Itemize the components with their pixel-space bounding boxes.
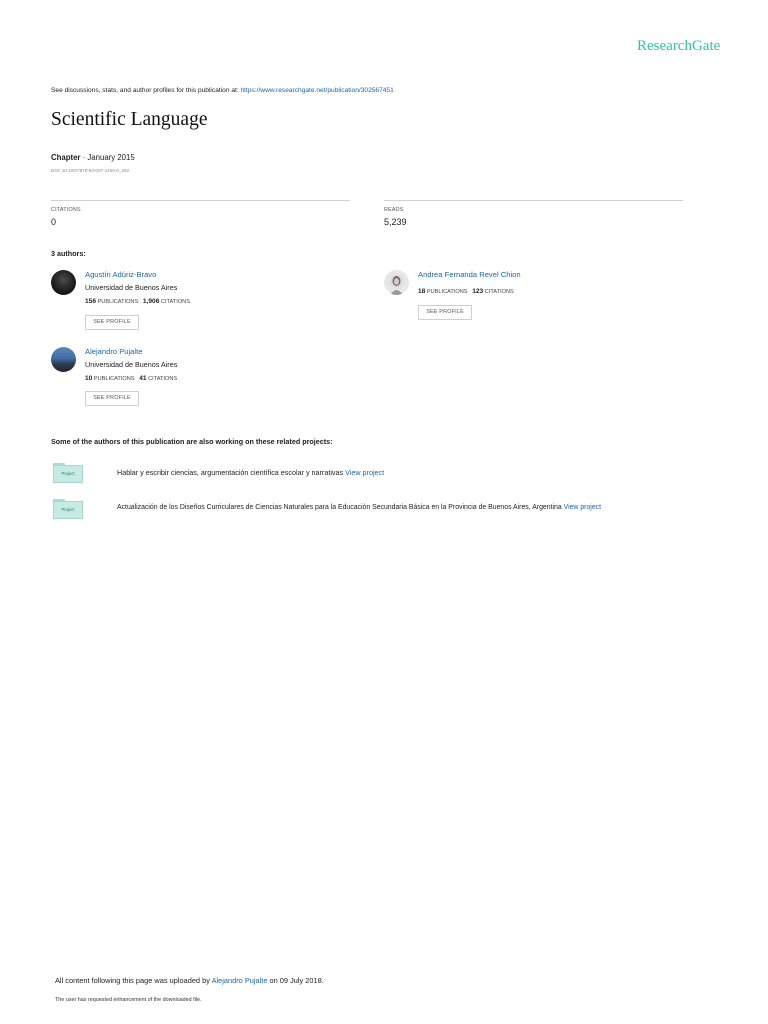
uploaded-date: on 09 July 2018.: [269, 976, 324, 985]
citations-count: 1,906: [142, 298, 160, 305]
citations-label: CITATIONS: [160, 299, 190, 305]
project-icon-label: Project: [53, 465, 83, 483]
citations-label: CITATIONS: [148, 376, 178, 382]
project-icon-label: Project: [53, 501, 83, 519]
uploaded-by-line: [55, 976, 324, 985]
publication-type: Chapter: [51, 153, 81, 162]
avatar[interactable]: [384, 270, 409, 295]
author-name-link[interactable]: Alejandro Pujalte: [85, 347, 143, 356]
project-row: [53, 463, 713, 485]
see-profile-button[interactable]: SEE PROFILE: [418, 305, 472, 320]
publications-label: PUBLICATIONS: [93, 376, 135, 382]
publications-count: 156: [85, 298, 97, 305]
author-card: [51, 347, 351, 409]
publication-doi: DOI: 10.1007/978-94-007-2150-0_262: [51, 168, 130, 173]
project-folder-icon[interactable]: [53, 463, 83, 483]
author-institution: Universidad de Buenos Aires: [85, 283, 178, 292]
view-project-link[interactable]: View project: [563, 504, 602, 511]
project-title: Hablar y escribir ciencias, argumentación científica escolar y narrativas: [117, 468, 344, 477]
author-institution: Universidad de Buenos Aires: [85, 360, 178, 369]
project-description: [117, 504, 601, 511]
citations-count: 41: [139, 375, 147, 382]
publication-date: January 2015: [87, 153, 135, 162]
project-description: [117, 468, 384, 477]
reads-label: READS: [384, 207, 404, 213]
publication-meta: [51, 153, 135, 162]
related-projects-heading: Some of the authors of this publication are also working on these related projects:: [51, 437, 333, 446]
view-project-link[interactable]: View project: [345, 468, 385, 477]
publications-label: PUBLICATIONS: [426, 289, 468, 295]
project-row: [53, 499, 713, 521]
publications-count: 18: [418, 288, 426, 295]
citations-label: CITATIONS: [51, 207, 81, 213]
avatar[interactable]: [51, 347, 76, 372]
citations-label: CITATIONS: [484, 289, 514, 295]
enhancement-note: The user has requested enhancement of the downloaded file.: [55, 997, 202, 1003]
reads-value: 5,239: [384, 217, 407, 227]
author-stats: [418, 288, 514, 295]
author-card: [384, 270, 684, 322]
researchgate-logo[interactable]: ResearchGate: [637, 38, 721, 54]
publication-title: Scientific Language: [51, 109, 208, 130]
publications-label: PUBLICATIONS: [97, 299, 139, 305]
author-stats: [85, 298, 190, 305]
see-discussions-text: See discussions, stats, and author profiles for this publication at:: [51, 87, 239, 94]
author-name-link[interactable]: Agustín Adúriz-Bravo: [85, 270, 157, 279]
citations-value: 0: [51, 217, 57, 227]
author-name-link[interactable]: Andrea Fernanda Revel Chion: [418, 270, 521, 279]
uploaded-prefix: All content following this page was uploaded by: [55, 976, 210, 985]
publications-count: 10: [85, 375, 93, 382]
uploader-link[interactable]: Alejandro Pujalte: [211, 976, 268, 985]
see-profile-button[interactable]: SEE PROFILE: [85, 315, 139, 330]
project-folder-icon[interactable]: [53, 499, 83, 519]
authors-heading: 3 authors:: [51, 249, 86, 258]
meta-separator: ·: [80, 153, 88, 162]
author-card: [51, 270, 351, 332]
avatar-portrait-icon: [384, 270, 409, 295]
publication-url-link[interactable]: https://www.researchgate.net/publication/302567451: [240, 87, 394, 94]
avatar[interactable]: [51, 270, 76, 295]
citations-count: 123: [472, 288, 484, 295]
see-discussions-line: [51, 87, 394, 94]
reads-divider: [384, 200, 683, 201]
project-title: Actualización de los Diseños Curriculares de Ciencias Naturales para la Educación Secundaria Básica en la Provincia de Buenos Aires, Argentina: [117, 504, 562, 511]
citations-divider: [51, 200, 350, 201]
see-profile-button[interactable]: SEE PROFILE: [85, 391, 139, 406]
author-stats: [85, 375, 177, 382]
